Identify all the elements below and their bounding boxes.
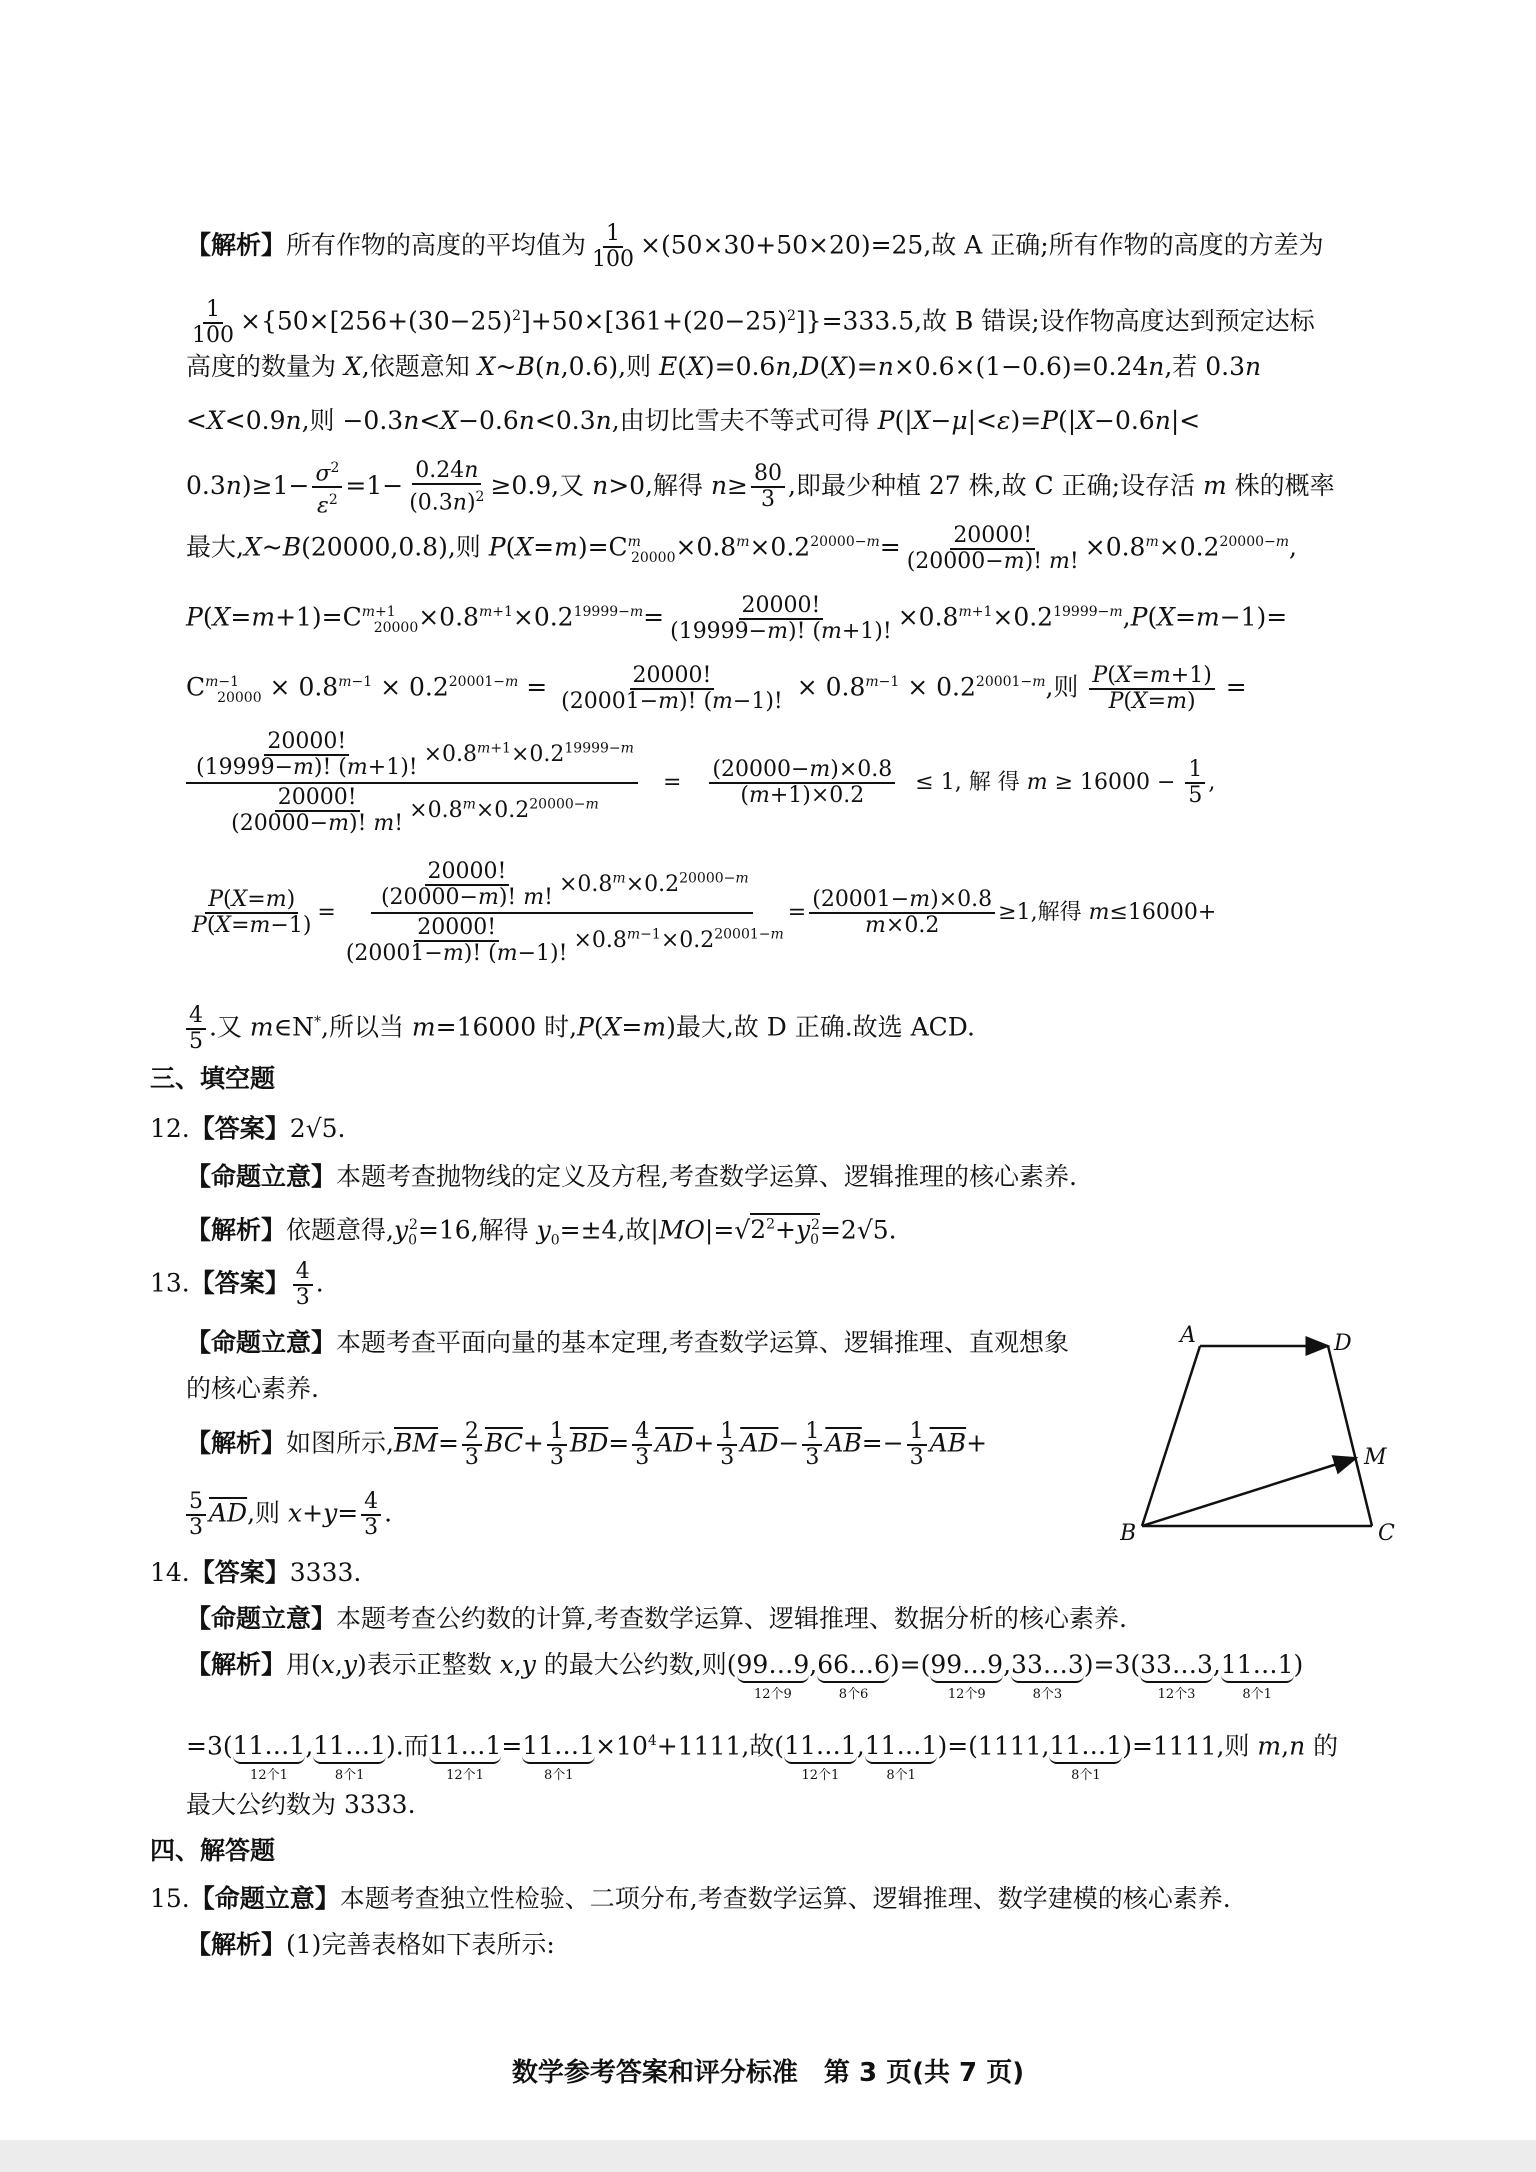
q13-answer: 13.【答案】 $\frac{4}{3}$ . — [150, 1259, 324, 1310]
q12-intent: 【命题立意】本题考查抛物线的定义及方程,考查数学运算、逻辑推理的核心素养. — [186, 1162, 1077, 1191]
solution-line-4: <X<0.9n,则 −0.3n<X−0.6n<0.3n,由切比雪夫不等式可得 P(|X−μ|<ε)=P(|X−0.6n|< — [186, 406, 1201, 435]
solution-line-1: 【解析】所有作物的高度的平均值为 $\frac{1}{100}$ ×(50×30+50×20)=25,故 A 正确;所有作物的高度的方差为 — [186, 221, 1324, 272]
q14-intent: 【命题立意】本题考查公约数的计算,考查数学运算、逻辑推理、数据分析的核心素养. — [186, 1604, 1127, 1633]
label-m: M — [1364, 1445, 1387, 1470]
q14-solution-2: =3(11…1 12个1 ,11…1 8个1 ).而11…1 12个1 =11…1 8个1 $\times 10^4+1111$,故(11…1 12个1 ,11…1 8个1 )=(1111,11…1 8个1 )=1111,则 m,n 的 — [186, 1731, 1339, 1784]
solution-line-2: $\frac{1}{100}$ $\times\{50\times[256+(30-25)^2]+50\times[361+(20-25)^2]\}=333.5$,故 B 错误;设作物高度达到预定达标 — [192, 297, 1315, 348]
q12-solution: 【解析】依题意得$,y_0^2=16$,解得 $y_0=\pm 4$,故$|MO|=√2^2+y_0^2=2√5$. — [186, 1215, 897, 1249]
q14-answer: 14.【答案】3333. — [150, 1558, 362, 1587]
solution-line-5: 0.3n)≥1− $\frac{\sigma^2}{\varepsilon^2}$ =1− $\frac{0.24n}{(0.3n)^2}$ ≥0.9,又 n>0,解得 n≥ $\frac{80}{3}$ ,即最少种植 27 株,故 C 正确;设存活 m 株的概率 — [186, 456, 1335, 519]
bottom-bar — [0, 2140, 1536, 2172]
section-heading-solutions: 四、解答题 — [150, 1836, 276, 1865]
solution-line-7: $P(X=m+1)=C^{m+1}_{20000}\times 0.8^{m+1}\times 0.2^{19999-m}=$ $\frac{20000!}{(19999-m)! (m+1)!}$ $\times 0.8^{m+1}\times 0.2^{19999-m},P(X=m-1)=$ — [186, 593, 1288, 644]
label-c: C — [1378, 1521, 1395, 1546]
solution-line-6: 最大,X~B(20000,0.8),则 $P(X=m)=C^m_{20000}\times 0.8^m\times 0.2^{20000-m}=$ $\frac{20000!}{(20000-m)! m!}$ $\times 0.8^m\times 0.2^{20000-m}$, — [186, 523, 1297, 574]
section-heading-fill-blank: 三、填空题 — [150, 1064, 276, 1093]
label-a: A — [1180, 1323, 1196, 1348]
trapezoid-figure — [1120, 1318, 1420, 1548]
q15-solution: 【解析】(1)完善表格如下表所示: — [186, 1930, 555, 1959]
solution-line-8: $C^{m-1}_{20000} \times 0.8^{m-1} \times 0.2^{20001-m}$ = $\frac{20000!}{(20001-m)! (m-1)!}$ × $0.8^{m-1} \times 0.2^{20001-m}$,则 $\frac{P(X=m+1)}{P(X=m)}$ = — [186, 663, 1247, 714]
q13-intent-1: 【命题立意】本题考查平面向量的基本定理,考查数学运算、逻辑推理、直观想象 — [186, 1328, 1069, 1357]
solution-line-10: $\frac{P(X=m)}{P(X=m-1)}$ = $\frac{20000!}{(20000-m)! m!}$ $\times 0.8^m\times 0.2^{20000-m}$ $\frac{20000!}{(20001-m)! (m-1)!}$ $\times 0.8^{m-1}\times 0.2^{20001-m}$ = $\frac{(20001-m)\times 0.8}{m\times 0.2}$ ≥1,解得 m≤16000+ — [192, 859, 1217, 966]
solution-line-9: $\frac{20000!}{(19999-m)! (m+1)!}$ $\times 0.8^{m+1}\times 0.2^{19999-m}$ $\frac{20000!}{(20000-m)! m!}$ $\times 0.8^m\times 0.2^{20000-m}$ = $\frac{(20000-m)\times 0.8}{(m+1)\times 0.2}$ ≤ 1, 解 得 m ≥ 16000 − $\frac{1}{5}$ , — [186, 730, 1215, 836]
solution-line-3: 高度的数量为 X,依题意知 X~B(n,0.6),则 E(X)=0.6n,D(X)=n×0.6×(1−0.6)=0.24n,若 0.3n — [186, 352, 1262, 381]
label-b: B — [1120, 1521, 1137, 1546]
q13-solution-2: $\frac{5}{3}$ $\overline{AD}$,则 x+y= $\frac{4}{3}$ . — [186, 1490, 392, 1540]
q14-solution-1: 【解析】用(x,y)表示正整数 x,y 的最大公约数,则(99…9 12个9 ,66…6 8个6 )=(99…9 12个9 ,33…3 8个3 )=3(33…3 12个3 ,11…1 8个1 ) — [186, 1650, 1304, 1702]
solution-line-11: $\frac{4}{5}$ .又 m∈N*,所以当 m=16000 时,P(X=m)最大,故 D 正确.故选 ACD. — [186, 1004, 975, 1054]
page-footer: 数学参考答案和评分标准 第 3 页(共 7 页) — [511, 2058, 1025, 2088]
label-d: D — [1334, 1331, 1352, 1356]
q12-answer: 12.【答案】2√5. — [150, 1114, 346, 1143]
q14-solution-3: 最大公约数为 3333. — [186, 1790, 416, 1819]
q13-solution-1: 【解析】如图所示$,\overline{BM}=$ $\frac{2}{3}$ $\overline{BC}+$ $\frac{1}{3}$ $\overline{BD}=$ $\frac{4}{3}$ $\overline{AD}+$ $\frac{1}{3}$ $\overline{AD}-$ $\frac{1}{3}$ $\overline{AB}=-$ $\frac{1}{3}$ $\overline{AB}+$ — [186, 1419, 988, 1470]
q15-intent: 15.【命题立意】本题考查独立性检验、二项分布,考查数学运算、逻辑推理、数学建模的核心素养. — [150, 1884, 1231, 1913]
q13-intent-2: 的核心素养. — [186, 1374, 319, 1403]
